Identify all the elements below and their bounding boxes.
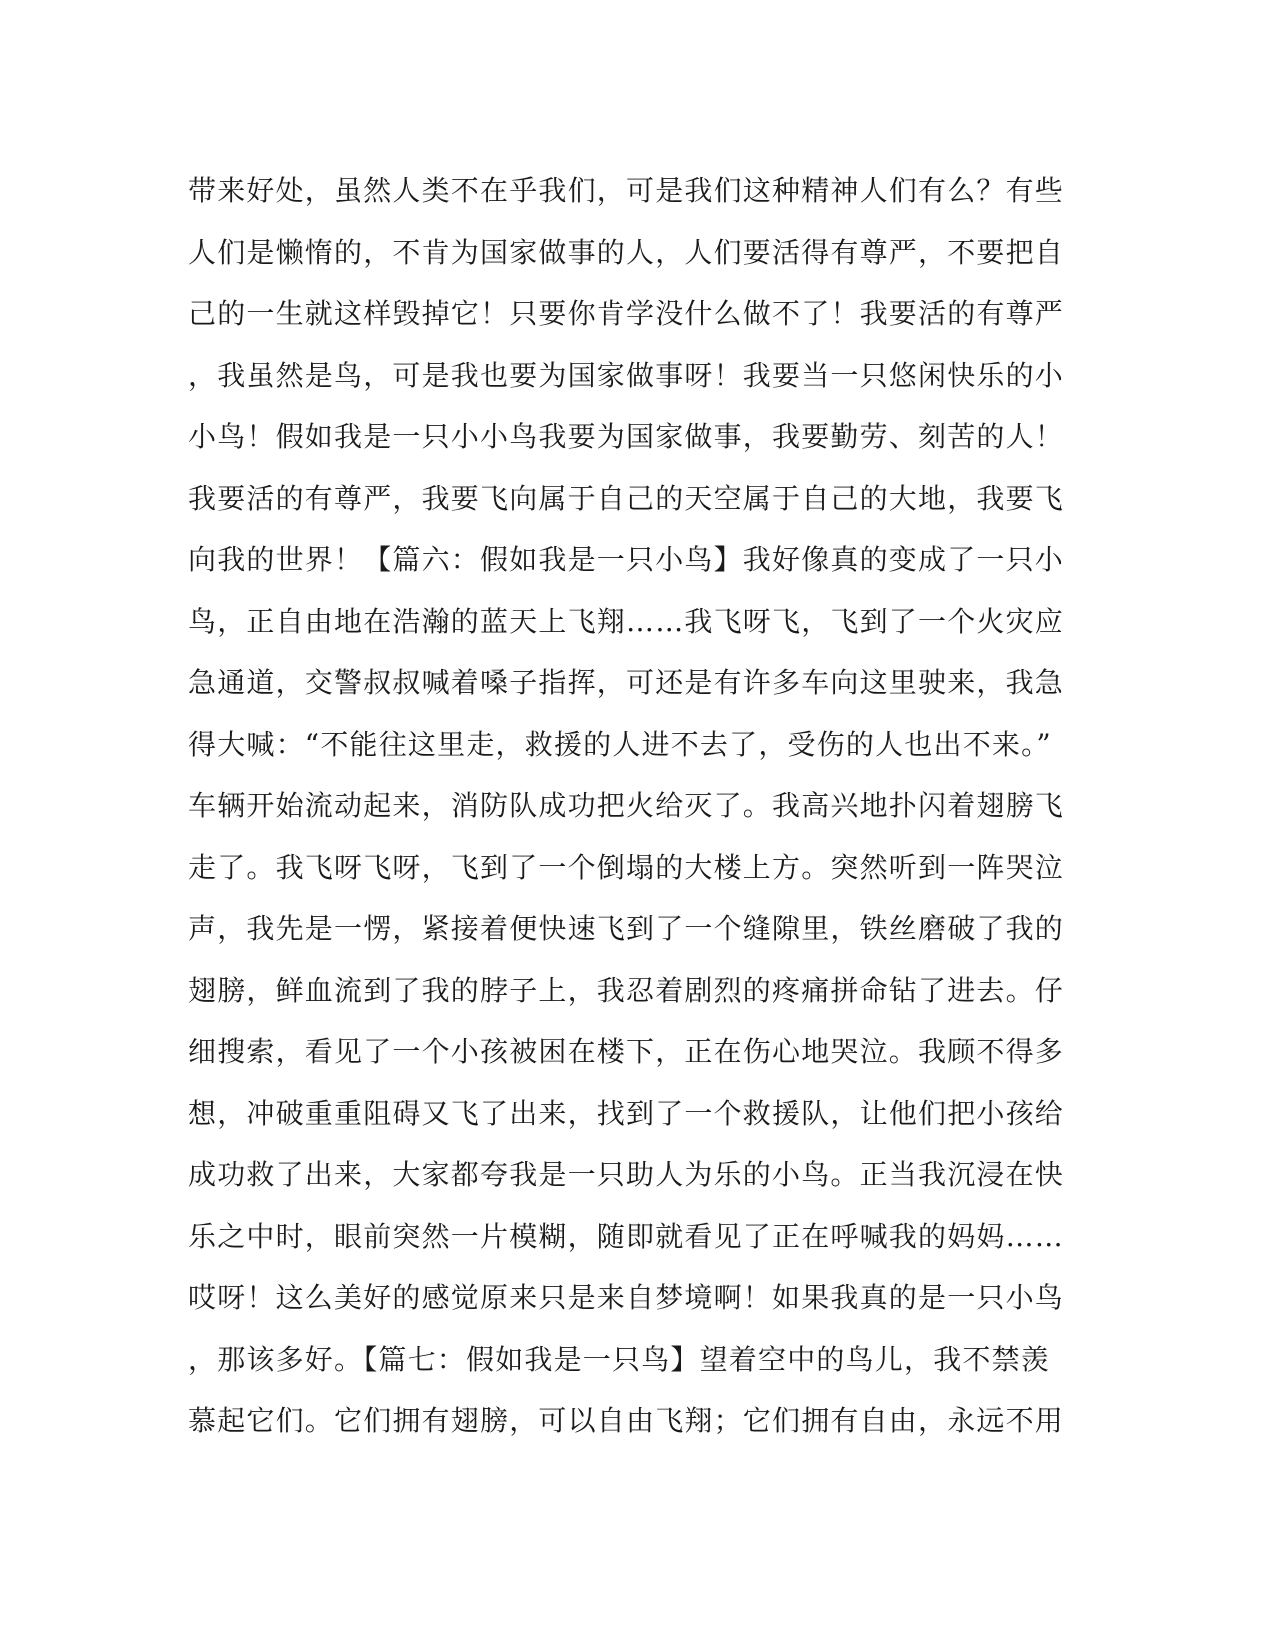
text-line: 细搜索，看见了一个小孩被困在楼下，正在伤心地哭泣。我顾不得多 bbox=[188, 1035, 1065, 1068]
text-line: 急通道，交警叔叔喊着嗓子指挥，可还是有许多车向这里驶来，我急 bbox=[188, 666, 1065, 699]
text-line: 人们是懒惰的，不肯为国家做事的人，人们要活得有尊严，不要把自 bbox=[188, 235, 1065, 269]
text-line: ，那该多好。【篇七：假如我是一只鸟】望着空中的鸟儿，我不禁羡 bbox=[188, 1342, 1051, 1376]
text-line: 带来好处，虽然人类不在乎我们，可是我们这种精神人们有么？有些 bbox=[188, 174, 1065, 207]
text-line: 向我的世界！【篇六：假如我是一只小鸟】我好像真的变成了一只小 bbox=[188, 543, 1065, 576]
text-line: 小鸟！假如我是一只小小鸟我要为国家做事，我要勤劳、刻苦的人！ bbox=[188, 420, 1065, 453]
text-line: 己的一生就这样毁掉它！只要你肯学没什么做不了！我要活的有尊严 bbox=[188, 297, 1065, 330]
text-line: 得大喊：“不能往这里走，救援的人进不去了，受伤的人也出不来。” bbox=[188, 727, 1052, 761]
body-text bbox=[188, 160, 1065, 1452]
text-line: 我要活的有尊严，我要飞向属于自己的天空属于自己的大地，我要飞 bbox=[188, 481, 1065, 515]
text-line: 车辆开始流动起来，消防队成功把火给灭了。我高兴地扑闪着翅膀飞 bbox=[188, 789, 1065, 822]
text-line: 慕起它们。它们拥有翅膀，可以自由飞翔；它们拥有自由，永远不用 bbox=[188, 1404, 1065, 1437]
text-line: 成功救了出来，大家都夸我是一只助人为乐的小鸟。正当我沉浸在快 bbox=[188, 1158, 1065, 1191]
text-line: 走了。我飞呀飞呀，飞到了一个倒塌的大楼上方。突然听到一阵哭泣 bbox=[188, 850, 1065, 884]
text-line: 翅膀，鲜血流到了我的脖子上，我忍着剧烈的疼痛拼命钻了进去。仔 bbox=[188, 973, 1065, 1007]
text-line: ，我虽然是鸟，可是我也要为国家做事呀！我要当一只悠闲快乐的小 bbox=[188, 358, 1065, 392]
text-line: 乐之中时，眼前突然一片模糊，随即就看见了正在呼喊我的妈妈…… bbox=[188, 1219, 1065, 1253]
text-line: 哎呀！这么美好的感觉原来只是来自梦境啊！如果我真的是一只小鸟 bbox=[188, 1281, 1065, 1314]
text-line: 鸟，正自由地在浩瀚的蓝天上飞翔……我飞呀飞，飞到了一个火灾应 bbox=[188, 604, 1065, 638]
text-line: 声，我先是一愣，紧接着便快速飞到了一个缝隙里，铁丝磨破了我的 bbox=[188, 912, 1065, 945]
text-line: 想，冲破重重阻碍又飞了出来，找到了一个救援队，让他们把小孩给 bbox=[188, 1096, 1065, 1130]
